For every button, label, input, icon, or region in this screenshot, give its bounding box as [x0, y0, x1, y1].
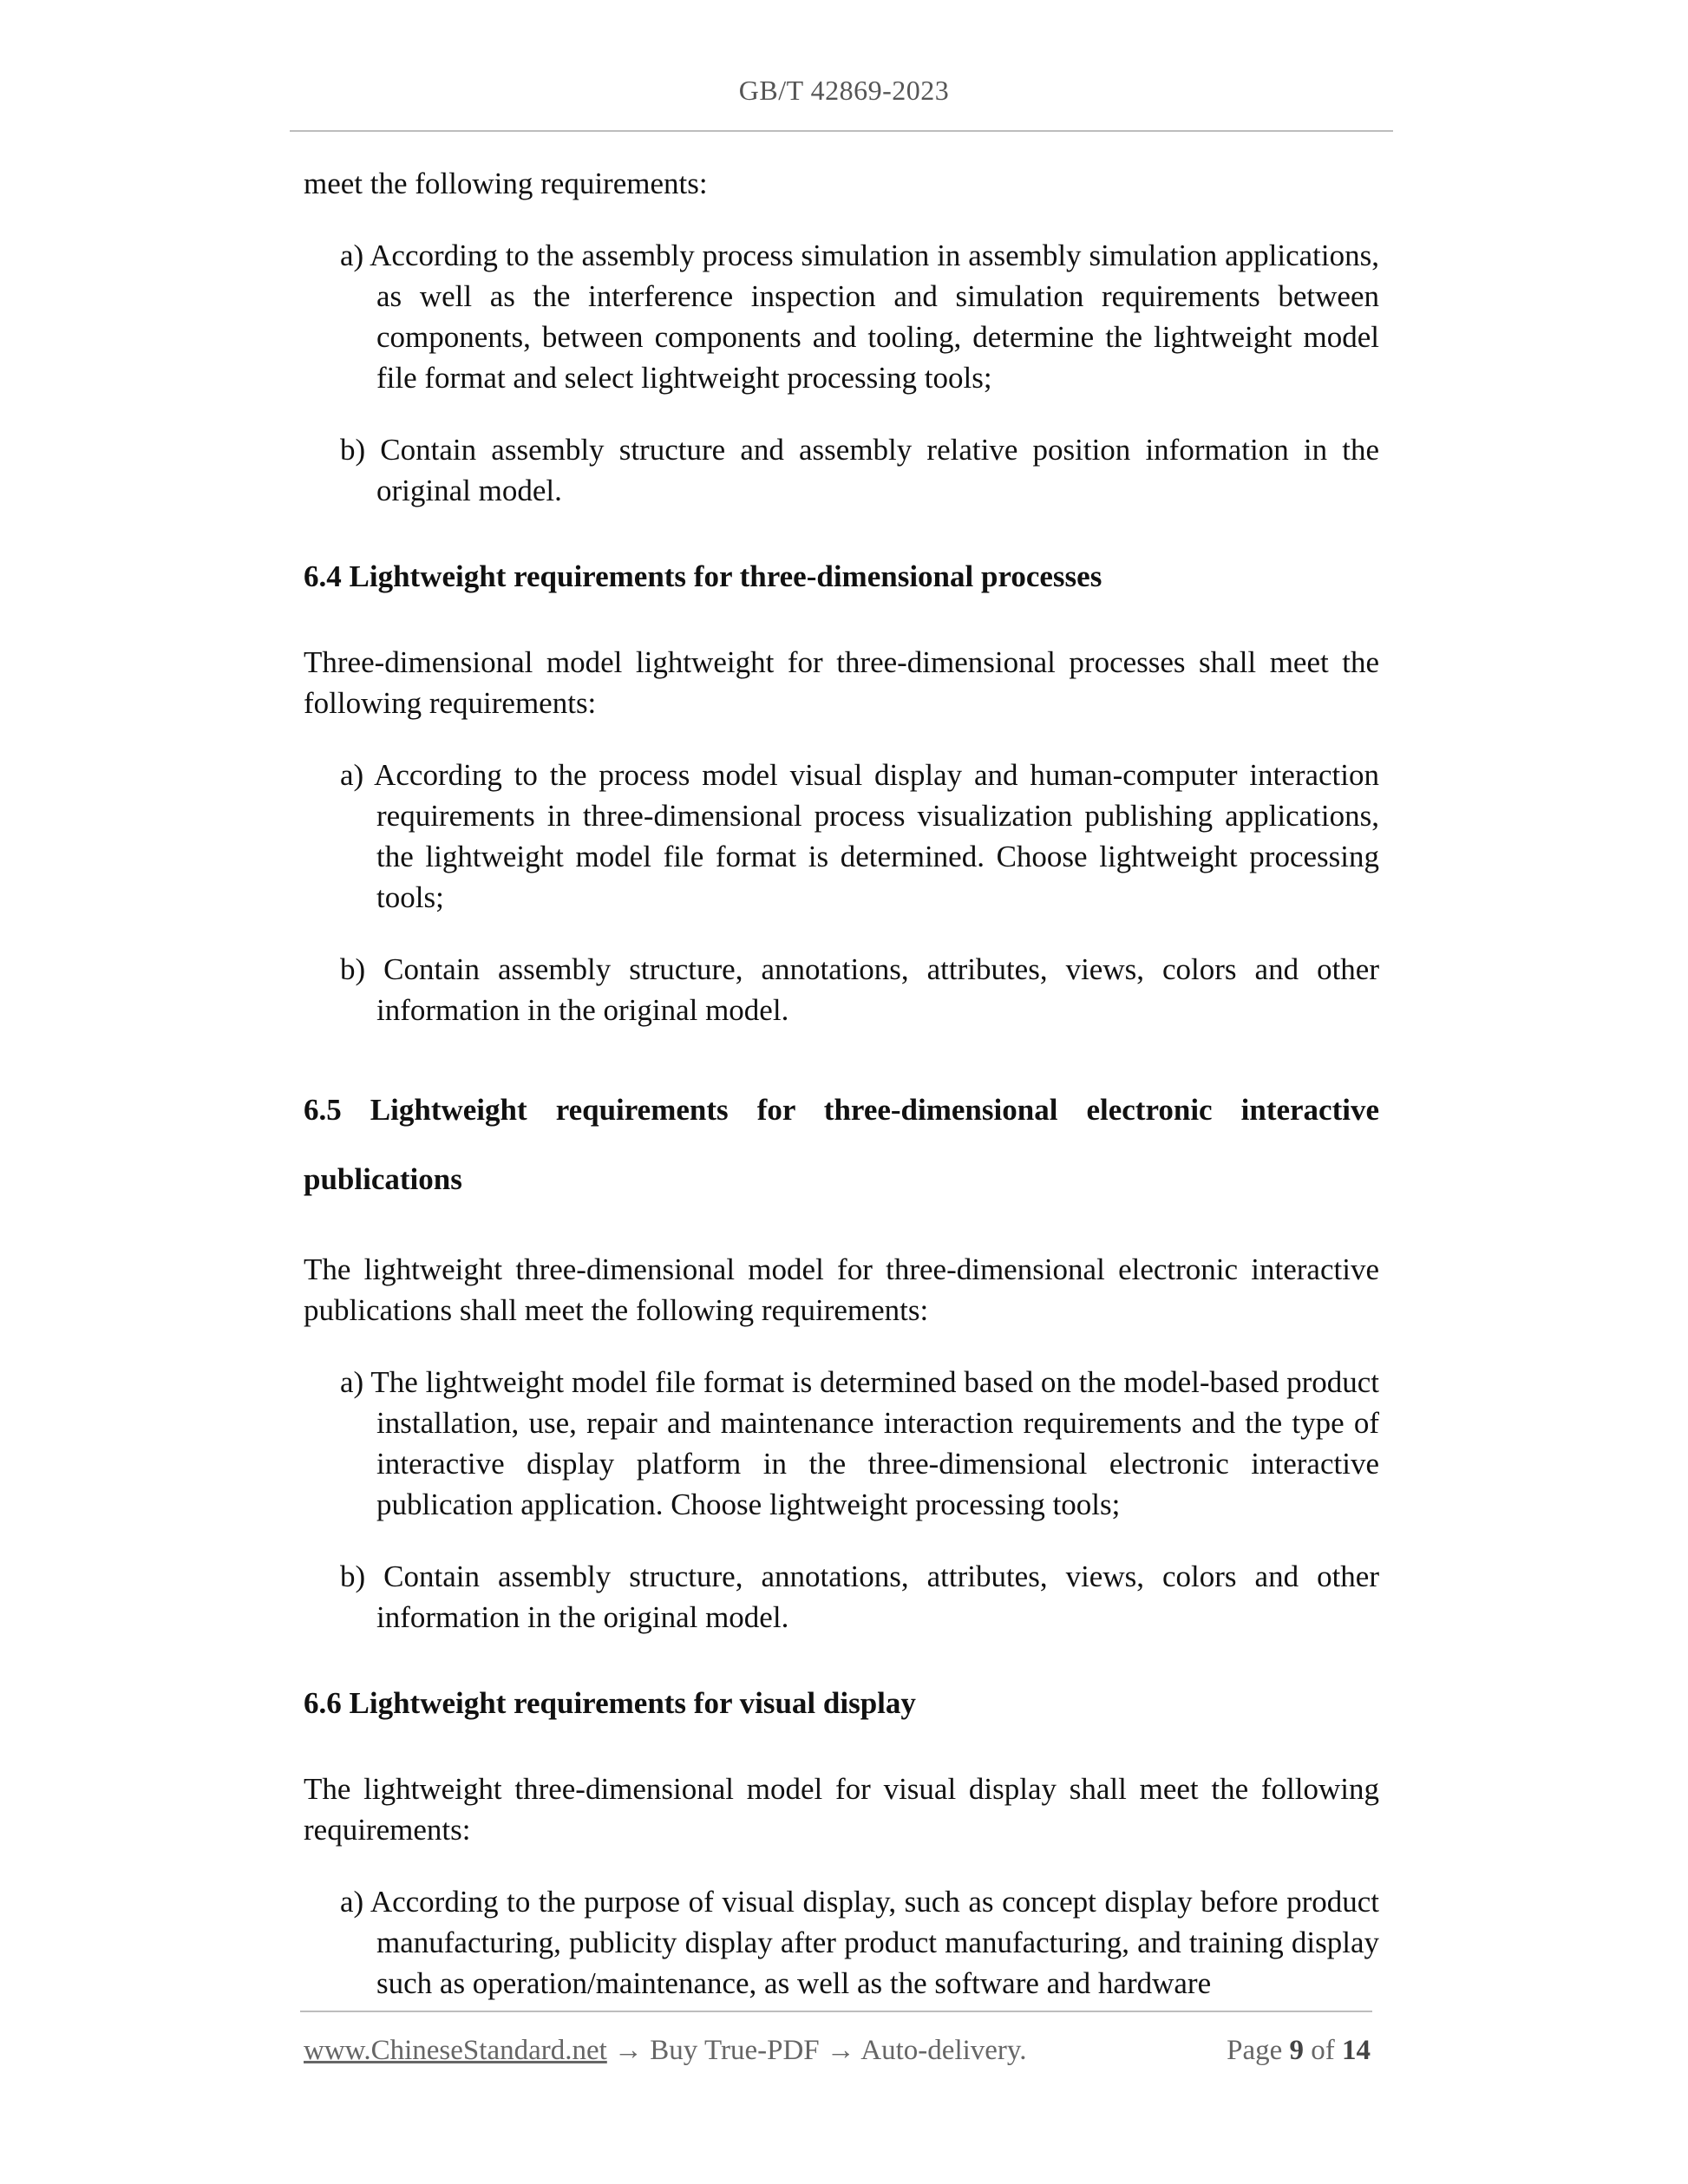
list-item-6-3-a: a) According to the assembly process simulation in assembly simulation applications, as well as the interference inspection and simulation requirements between components, between components and tooling, determine the lightweight model file format and select lightweight processing tools; [340, 239, 1379, 395]
paragraph-6-4-intro: Three-dimensional model lightweight for three-dimensional processes shall meet the following requirements: [304, 645, 1379, 720]
list-item-6-4-a: a) According to the process model visual display and human-computer interaction requirements in three-dimensional process visualization publishing applications, the lightweight model file format is determined. Choose lightweight processing tools; [340, 758, 1379, 914]
continuation-text: meet the following requirements: [304, 167, 708, 200]
list-item-6-5-a: a) The lightweight model file format is determined based on the model-based product installation, use, repair and maintenance interaction requirements and the type of interactive display platform in the three-dimensional electronic interactive publication application. Choose lightweight processing tools; [340, 1365, 1379, 1521]
header-standard-number: GB/T 42869-2023 [738, 75, 950, 106]
paragraph-6-5-intro: The lightweight three-dimensional model for three-dimensional electronic interactive publications shall meet the following requirements: [304, 1252, 1379, 1327]
page-total: 14 [1342, 2035, 1371, 2066]
header-divider [290, 130, 1393, 132]
heading-6-5-line2: publications [304, 1162, 462, 1196]
heading-6-5 [304, 1076, 1379, 1214]
heading-6-4: 6.4 Lightweight requirements for three-dimensional processes [304, 559, 1102, 593]
of-label: of [1311, 2035, 1335, 2066]
footer-promo [304, 2031, 1027, 2070]
heading-6-5-line1: 6.5 Lightweight requirements for three-dimensional electronic interactive [304, 1093, 1379, 1127]
paragraph-6-6-intro: The lightweight three-dimensional model for visual display shall meet the following requirements: [304, 1772, 1379, 1847]
footer-divider [300, 2011, 1372, 2012]
heading-6-6: 6.6 Lightweight requirements for visual display [304, 1686, 916, 1720]
list-item-6-5-b: b) Contain assembly structure, annotations, attributes, views, colors and other information in the original model. [340, 1560, 1379, 1634]
page-indicator [1227, 2031, 1371, 2070]
page-label: Page [1227, 2035, 1283, 2066]
list-item-6-3-b: b) Contain assembly structure and assembly relative position information in the original model. [340, 433, 1379, 507]
list-item-6-4-b: b) Contain assembly structure, annotations, attributes, views, colors and other information in the original model. [340, 952, 1379, 1027]
footer-promo-text: → Buy True-PDF → Auto-delivery. [606, 2035, 1027, 2066]
page-number: 9 [1289, 2035, 1304, 2066]
list-item-6-6-a: a) According to the purpose of visual display, such as concept display before product manufacturing, publicity display after product manufacturing, and training display such as operation/maintenance, as well as the software and hardware [340, 1885, 1379, 2000]
page-content [304, 163, 1379, 2035]
website-link[interactable]: www.ChineseStandard.net [304, 2035, 607, 2066]
